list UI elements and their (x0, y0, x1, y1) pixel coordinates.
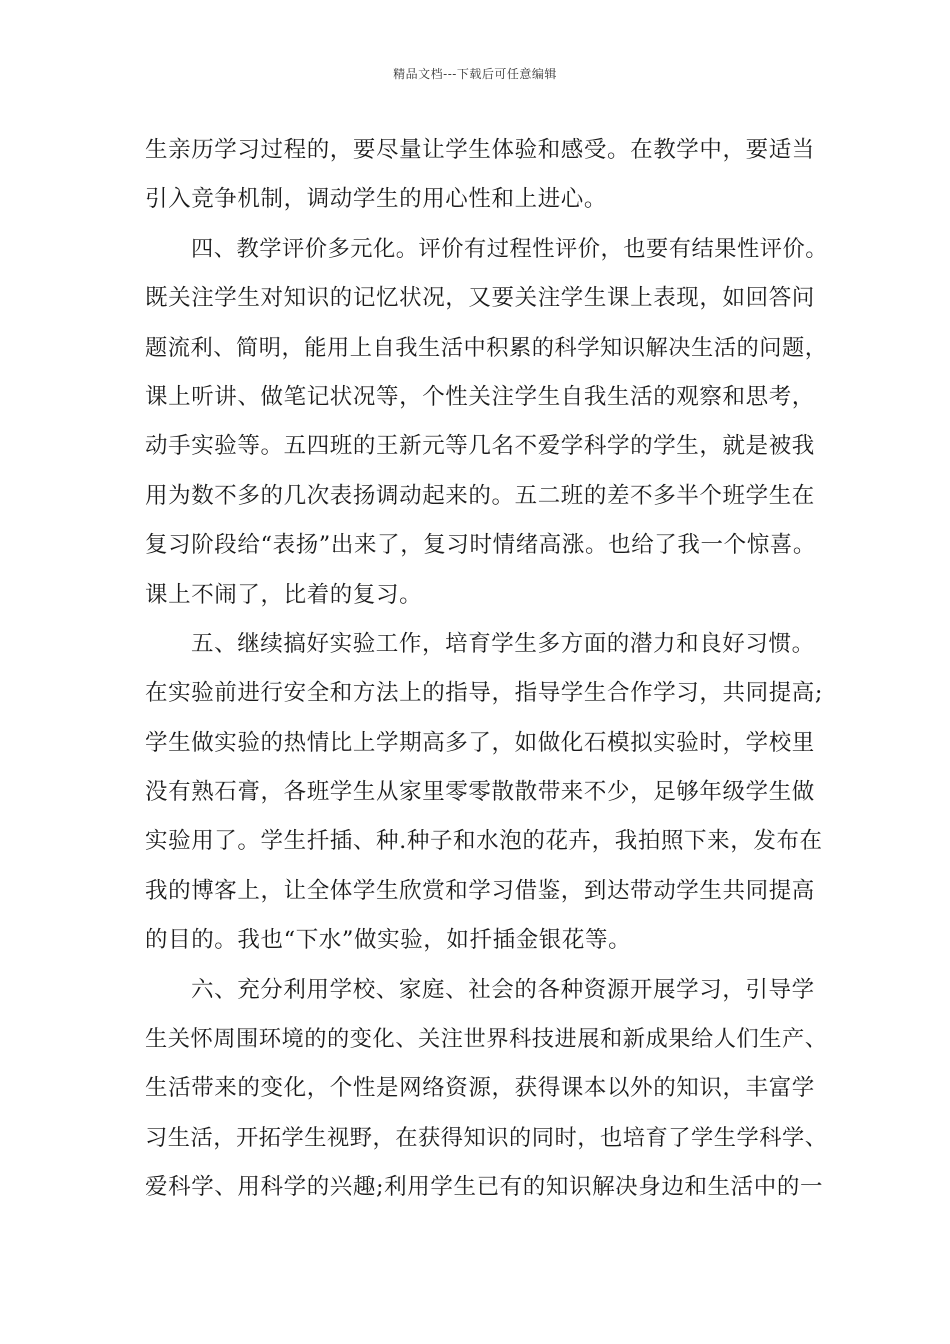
text-line: 用为数不多的几次表扬调动起来的。五二班的差不多半个班学生在 (145, 482, 815, 509)
text-line: 五、继续搞好实验工作，培育学生多方面的潜力和良好习惯。 (191, 630, 815, 657)
text-line: 四、教学评价多元化。评价有过程性评价，也要有结果性评价。 (191, 235, 828, 262)
text-line: 习生活，开拓学生视野，在获得知识的同时，也培育了学生学科学、 (145, 1124, 828, 1151)
text-line: 实验用了。学生扦插、种.种子和水泡的花卉，我拍照下来，发布在 (145, 828, 823, 855)
text-line: 在实验前进行安全和方法上的指导，指导学生合作学习，共同提高; (145, 680, 824, 707)
text-line: 课上不闹了，比着的复习。 (145, 581, 423, 608)
text-line: 生活带来的变化，个性是网络资源，获得课本以外的知识，丰富学 (145, 1075, 815, 1102)
text-line: 的目的。我也“下水”做实验，如扦插金银花等。 (145, 927, 632, 954)
text-line: 爱科学、用科学的兴趣;利用学生已有的知识解决身边和生活中的一 (145, 1174, 824, 1201)
text-line: 既关注学生对知识的记忆状况，又要关注学生课上表现，如回答问 (145, 285, 815, 312)
text-line: 学生做实验的热情比上学期高多了，如做化石模拟实验时，学校里 (145, 729, 815, 756)
text-line: 引入竞争机制，调动学生的用心性和上进心。 (145, 186, 608, 213)
text-line: 生关怀周围环境的的变化、关注世界科技进展和新成果给人们生产、 (145, 1026, 828, 1053)
text-line: 复习阶段给“表扬”出来了，复习时情绪高涨。也给了我一个惊喜。 (145, 532, 817, 559)
text-line: 没有熟石膏，各班学生从家里零零散散带来不少，足够年级学生做 (145, 779, 815, 806)
text-line: 题流利、简明，能用上自我生活中积累的科学知识解决生活的问题， (145, 334, 828, 361)
text-line: 六、充分利用学校、家庭、社会的各种资源开展学习，引导学 (191, 976, 815, 1003)
document-body (145, 126, 835, 1213)
text-line: 动手实验等。五四班的王新元等几名不爱学科学的学生，就是被我 (145, 433, 815, 460)
text-line: 课上听讲、做笔记状况等，个性关注学生自我生活的观察和思考， (145, 383, 815, 410)
text-line: 我的博客上，让全体学生欣赏和学习借鉴，到达带动学生共同提高 (145, 877, 815, 904)
page-header: 精品文档---下载后可任意编辑 (393, 67, 557, 81)
text-line: 生亲历学习过程的，要尽量让学生体验和感受。在教学中，要适当 (145, 137, 815, 163)
